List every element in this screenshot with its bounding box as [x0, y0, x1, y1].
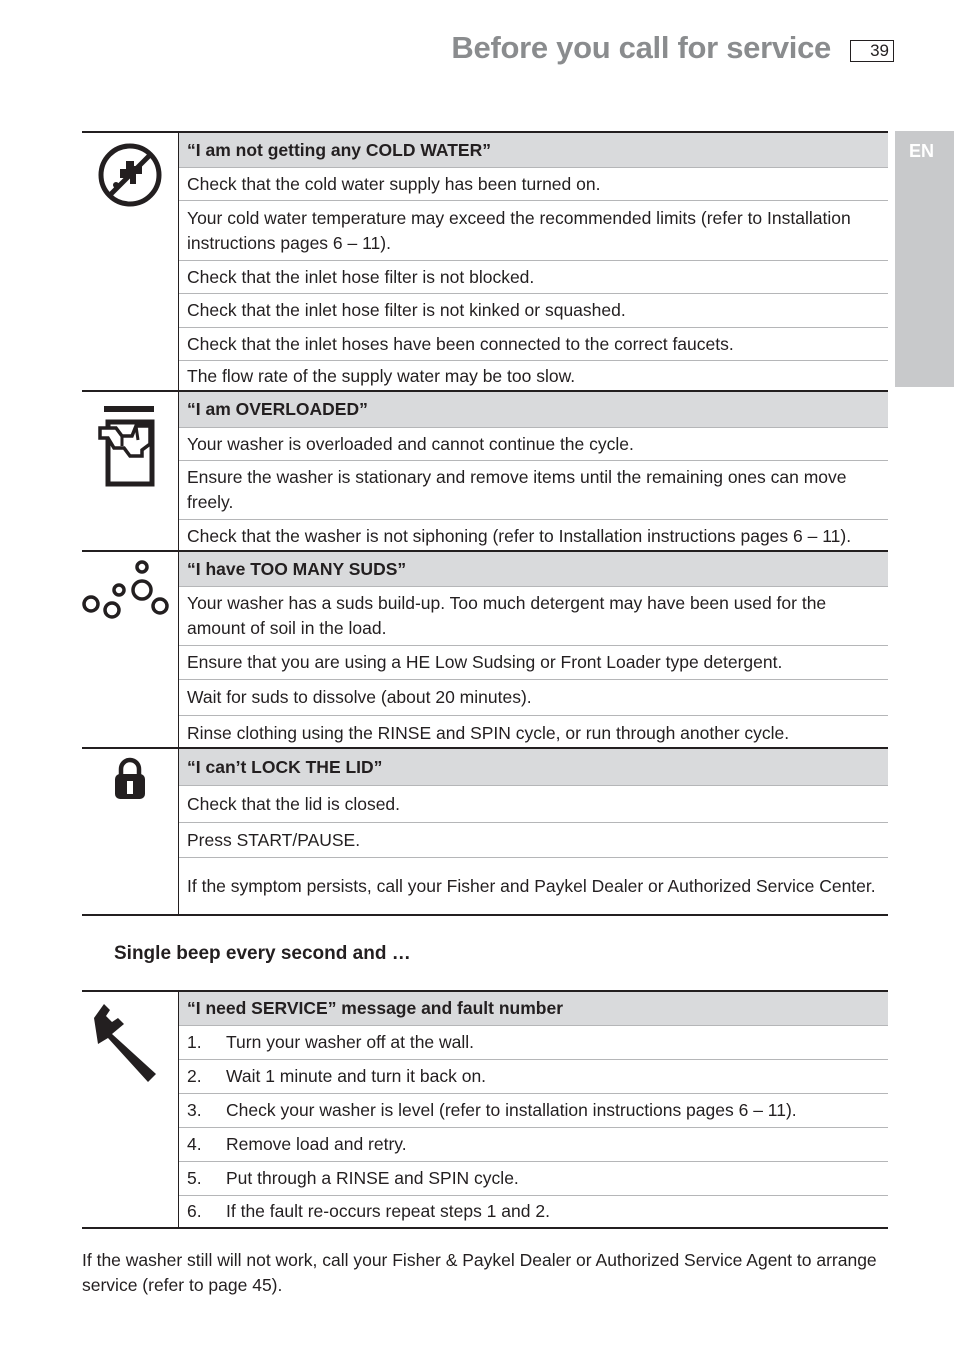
list-item [179, 1195, 888, 1227]
step-number: 3. [187, 1100, 202, 1120]
section-overloaded [82, 390, 888, 552]
step-number: 4. [187, 1134, 202, 1154]
list-item [179, 1025, 888, 1059]
no-cold-water-icon [96, 141, 164, 209]
section-lock-lid [82, 747, 888, 916]
wrench-icon [90, 1000, 172, 1082]
list-item: Press START/PAUSE. [179, 822, 888, 857]
list-item: Check that the cold water supply has been turned on. [179, 167, 888, 200]
list-item: Check that the lid is closed. [179, 785, 888, 822]
list-item [179, 1093, 888, 1127]
page-title: Before you call for service [451, 30, 831, 65]
list-item: Ensure that you are using a HE Low Sudsing or Front Loader type detergent. [179, 645, 888, 679]
section-heading: “I am not getting any COLD WATER” [179, 133, 888, 167]
step-text: Remove load and retry. [226, 1134, 407, 1154]
step-text: If the fault re-occurs repeat steps 1 and 2. [226, 1201, 550, 1221]
padlock-icon [113, 757, 147, 801]
section-heading: “I am OVERLOADED” [179, 392, 888, 427]
step-text: Turn your washer off at the wall. [226, 1032, 475, 1052]
list-item: Rinse clothing using the RINSE and SPIN cycle, or run through another cycle. [179, 715, 888, 750]
section-heading: “I have TOO MANY SUDS” [179, 552, 888, 586]
overloaded-tub-icon [96, 404, 162, 488]
step-number: 1. [187, 1032, 202, 1052]
section-cold-water [82, 131, 888, 392]
section-heading: “I need SERVICE” message and fault number [179, 992, 888, 1025]
language-tab [895, 131, 954, 387]
list-item [179, 1127, 888, 1161]
list-item: Ensure the washer is stationary and remove items until the remaining ones can move freely. [179, 460, 888, 519]
list-item: Check that the inlet hoses have been connected to the correct faucets. [179, 327, 888, 360]
list-item [179, 1161, 888, 1195]
list-item: If the symptom persists, call your Fisher and Paykel Dealer or Authorized Service Center. [179, 857, 888, 914]
step-number: 5. [187, 1168, 202, 1188]
step-text: Check your washer is level (refer to installation instructions pages 6 – 11). [226, 1100, 797, 1120]
subheading: Single beep every second and … [114, 943, 411, 964]
section-heading: “I can’t LOCK THE LID” [179, 749, 888, 785]
list-item: Check that the inlet hose filter is not blocked. [179, 260, 888, 293]
list-item: Your cold water temperature may exceed the recommended limits (refer to Installation instructions pages 6 – 11). [179, 200, 888, 260]
section-service [82, 990, 888, 1229]
section-suds [82, 550, 888, 750]
list-item: Your washer is overloaded and cannot continue the cycle. [179, 427, 888, 460]
list-item: The flow rate of the supply water may be too slow. [179, 360, 888, 392]
suds-bubbles-icon [82, 560, 172, 622]
list-item: Check that the washer is not siphoning (refer to Installation instructions pages 6 – 11). [179, 519, 888, 552]
page-number: 39 [850, 40, 894, 62]
language-tab-label: EN [909, 141, 935, 161]
list-item: Wait for suds to dissolve (about 20 minutes). [179, 679, 888, 715]
list-item: Your washer has a suds build-up. Too much detergent may have been used for the amount of soil in the load. [179, 586, 888, 645]
step-text: Wait 1 minute and turn it back on. [226, 1066, 487, 1086]
step-text: Put through a RINSE and SPIN cycle. [226, 1168, 519, 1188]
step-number: 6. [187, 1201, 202, 1221]
step-number: 2. [187, 1066, 202, 1086]
list-item [179, 1059, 888, 1093]
footer-note: If the washer still will not work, call your Fisher & Paykel Dealer or Authorized Service Agent to arrange service (refer to page 45). [82, 1250, 877, 1295]
list-item: Check that the inlet hose filter is not kinked or squashed. [179, 293, 888, 327]
